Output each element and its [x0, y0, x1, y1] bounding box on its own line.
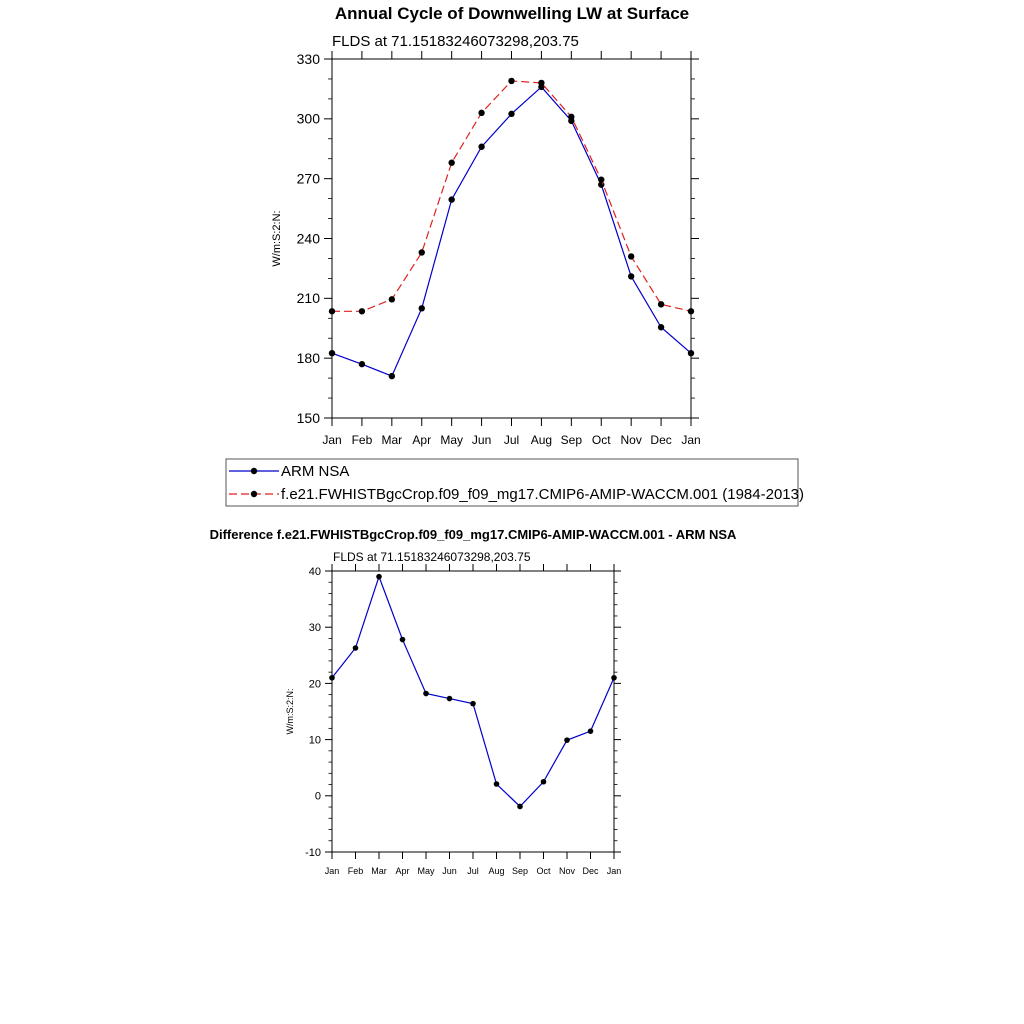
top-axes [271, 51, 701, 447]
bot-xtick-label: Jan [324, 866, 340, 876]
top-chart-subtitle: FLDS at 71.15183246073298,203.75 [332, 33, 579, 50]
top-y-axis-label: W/m:S:2:N: [271, 210, 283, 267]
bot-data-point [494, 781, 500, 787]
bot-xtick-label: Feb [347, 866, 364, 876]
top-xtick-label: Jul [503, 433, 520, 447]
bot-ytick-label: 40 [308, 565, 321, 578]
top-series-group [329, 78, 694, 380]
bot-ytick-label: 20 [308, 678, 321, 691]
bottom-chart-title: Difference f.e21.FWHISTBgcCrop.f09_f09_mg17.CMIP6-AMIP-WACCM.001 - ARM NSA [209, 527, 737, 542]
top-data-point [359, 308, 365, 314]
bot-ytick-label: -10 [305, 846, 321, 859]
bottom-chart-subtitle: FLDS at 71.15183246073298,203.75 [333, 550, 531, 564]
top-data-point [389, 373, 395, 379]
bot-data-point [588, 728, 594, 734]
bot-data-point [329, 675, 335, 681]
bot-data-point [611, 675, 617, 681]
top-data-point [359, 361, 365, 367]
bot-ytick-label: 10 [308, 734, 321, 747]
bot-plot-border [332, 571, 614, 852]
top-data-point [508, 78, 514, 84]
top-xtick-label: May [440, 433, 464, 447]
top-series-line-0 [332, 87, 691, 376]
top-xtick-label: Aug [530, 433, 553, 447]
bot-xtick-label: Aug [488, 866, 505, 876]
bottom-plot-frame [332, 571, 614, 852]
bot-xtick-label: Mar [371, 866, 387, 876]
bot-xtick-label: Jun [442, 866, 457, 876]
top-data-point [329, 308, 335, 314]
top-data-point [508, 111, 514, 117]
top-data-point [419, 249, 425, 255]
top-xtick-label: Feb [351, 433, 373, 447]
top-data-point [478, 110, 484, 116]
bot-data-point [564, 737, 570, 743]
bot-xtick-label: Oct [536, 866, 551, 876]
bot-xtick-label: Apr [395, 866, 410, 876]
top-data-point [419, 305, 425, 311]
bot-ytick-label: 30 [308, 622, 321, 635]
bottom-axes [285, 564, 621, 876]
bottom-series-group [329, 574, 617, 809]
legend-label-model: f.e21.FWHISTBgcCrop.f09_f09_mg17.CMIP6-AMIP-WACCM.001 (1984-2013) [281, 486, 804, 503]
chart-legend [226, 459, 804, 506]
top-ytick-label: 270 [296, 170, 320, 187]
bot-data-point [376, 574, 382, 580]
bot-series-line-0 [332, 577, 614, 807]
top-data-point [448, 196, 454, 202]
top-ytick-label: 330 [296, 50, 320, 67]
top-xtick-label: Apr [412, 433, 432, 447]
bot-data-point [400, 637, 406, 643]
top-data-point [658, 324, 664, 330]
top-data-point [628, 273, 634, 279]
top-xtick-label: Nov [620, 433, 642, 447]
top-data-point [538, 80, 544, 86]
bot-xtick-label: May [417, 866, 435, 876]
top-ytick-label: 240 [296, 230, 320, 247]
top-xtick-label: Jan [681, 433, 701, 447]
top-xtick-label: Mar [381, 433, 403, 447]
top-xtick-label: Dec [650, 433, 672, 447]
bot-xtick-label: Jul [467, 866, 479, 876]
top-xtick-label: Oct [591, 433, 611, 447]
top-data-point [598, 176, 604, 182]
legend-marker-model [251, 491, 257, 497]
bot-data-point [447, 696, 453, 702]
bot-xtick-label: Sep [511, 866, 529, 876]
bot-y-axis-label: W/m:S:2:N: [285, 688, 295, 735]
top-xtick-label: Jan [322, 433, 342, 447]
top-chart-title: Annual Cycle of Downwelling LW at Surface [334, 4, 690, 23]
top-data-point [478, 144, 484, 150]
top-data-point [568, 114, 574, 120]
top-data-point [688, 308, 694, 314]
top-data-point [389, 296, 395, 302]
top-ytick-label: 300 [296, 110, 320, 127]
top-ytick-label: 180 [296, 350, 320, 367]
bot-data-point [353, 645, 359, 651]
top-data-point [448, 160, 454, 166]
top-ytick-label: 210 [296, 290, 320, 307]
legend-marker-obs [251, 468, 257, 474]
bot-data-point [470, 701, 476, 707]
bot-data-point [541, 779, 547, 785]
top-ytick-label: 150 [296, 409, 320, 426]
top-data-point [628, 253, 634, 259]
top-data-point [688, 350, 694, 356]
legend-label-obs: ARM NSA [281, 463, 350, 480]
bot-xtick-label: Dec [582, 866, 599, 876]
bot-data-point [517, 804, 523, 810]
top-xtick-label: Sep [560, 433, 583, 447]
bot-xtick-label: Jan [606, 866, 622, 876]
top-xtick-label: Jun [471, 433, 492, 447]
top-data-point [658, 301, 664, 307]
bot-data-point [423, 691, 429, 697]
bot-xtick-label: Nov [558, 866, 576, 876]
top-data-point [329, 350, 335, 356]
bot-ytick-label: 0 [314, 790, 321, 803]
